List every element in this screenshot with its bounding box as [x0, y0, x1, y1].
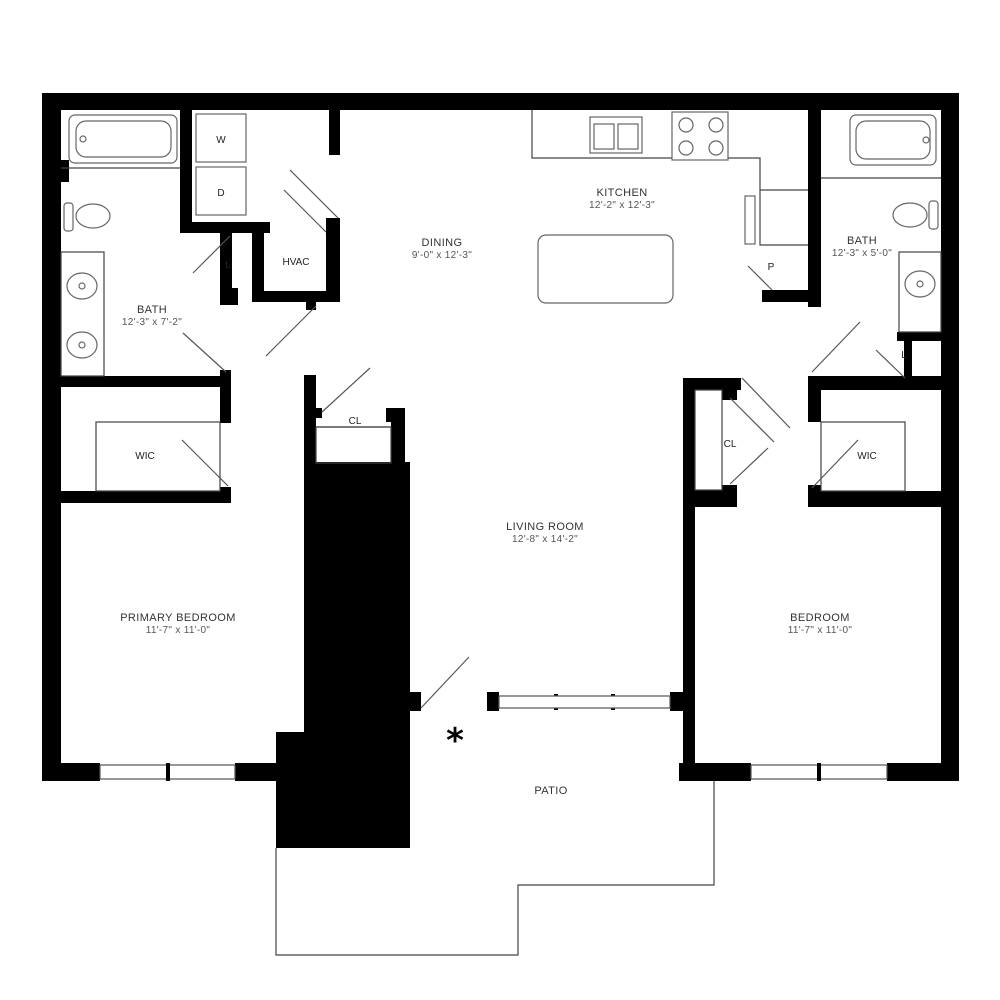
closet-center-label: CL: [348, 416, 362, 427]
bath-left-dim: 12'-3" x 7'-2": [121, 317, 183, 328]
washer-label: W: [216, 135, 226, 146]
dining-name: DINING: [421, 237, 463, 249]
dining-dim: 9'-0" x 12'-3": [411, 250, 473, 261]
bath-right-dim: 12'-3" x 5'-0": [831, 248, 893, 259]
kitchen-dim: 12'-2" x 12'-3": [588, 200, 656, 211]
wic-left-label: WIC: [135, 451, 155, 462]
bath-left-name: BATH: [136, 304, 168, 316]
wic-right-label: WIC: [857, 451, 877, 462]
entry-marker: *: [446, 721, 464, 761]
hvac-label: HVAC: [282, 257, 310, 268]
patio-name: PATIO: [534, 785, 568, 797]
interior-walls: [61, 110, 941, 780]
linen-right-label: L: [901, 350, 907, 361]
bath-right-name: BATH: [846, 235, 878, 247]
dryer-label: D: [217, 188, 225, 199]
primary-bedroom-dim: 11'-7" x 11'-0": [145, 625, 211, 636]
primary-bedroom-name: PRIMARY BEDROOM: [120, 612, 236, 624]
closet-right-label: CL: [723, 439, 737, 450]
linen-left-label: L: [225, 260, 231, 271]
kitchen-name: KITCHEN: [596, 187, 648, 199]
pantry-label: P: [767, 262, 775, 273]
living-room-name: LIVING ROOM: [506, 521, 584, 533]
bedroom-dim: 11'-7" x 11'-0": [787, 625, 853, 636]
bedroom-name: BEDROOM: [790, 612, 850, 624]
living-room-dim: 12'-8" x 14'-2": [511, 534, 579, 545]
fixtures: [64, 110, 938, 358]
